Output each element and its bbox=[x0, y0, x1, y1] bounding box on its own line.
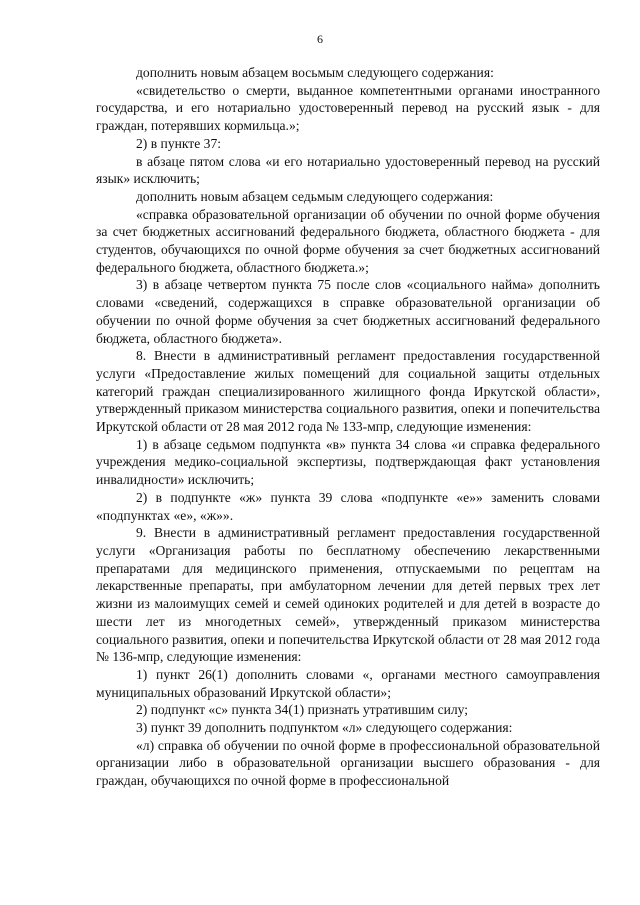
paragraph: дополнить новым абзацем седьмым следующего содержания: bbox=[136, 188, 494, 204]
paragraph: 8. Внести в административный регламент предоставления государственной услуги «Предоставление жилых помещений для социальной защиты отдельных категорий граждан специализированного жилищного фонда Иркутской области», утвержденный приказом министерства социального развития, опеки и попечительства Иркутской области от 28 мая 2012 года № 133-мпр, следующие изменения: bbox=[96, 348, 600, 435]
paragraph: 1) пункт 26(1) дополнить словами «, органами местного самоуправления муниципальных образований Иркутской области»; bbox=[96, 666, 600, 700]
paragraph: 1) в абзаце седьмом подпункта «в» пункта 34 слова «и справка федерального учреждения медико-социальной экспертизы, подтверждающая факт установления инвалидности» исключить; bbox=[96, 436, 600, 488]
paragraph: 9. Внести в административный регламент предоставления государственной услуги «Организация работы по бесплатному обеспечению лекарственными препаратами для медицинского применения, отпускаемыми по рецептам на лекарственные препараты, при амбулаторном лечении для детей первых трех лет жизни из малоимущих семей и семей одиноких родителей и для детей в возрасте до шести лет из многодетных семей», утвержденный приказом министерства социального развития, опеки и попечительства Иркутской области от 28 мая 2012 года № 136-мпр, следующие изменения: bbox=[96, 525, 600, 665]
paragraph: «справка образовательной организации об обучении по очной форме обучения за счет бюджетных ассигнований федерального бюджета, областного бюджета - для студентов, обучающихся по очной форме обучения за счет бюджетных ассигнований федерального бюджета, областного бюджета.»; bbox=[96, 206, 600, 275]
paragraph: 2) в подпункте «ж» пункта 39 слова «подпункте «е»» заменить словами «подпунктах «е», «ж»». bbox=[96, 489, 600, 523]
paragraph: «свидетельство о смерти, выданное компетентными органами иностранного государства, и его нотариально удостоверенный перевод на русский язык - для граждан, потерявших кормильца.»; bbox=[96, 82, 600, 134]
paragraph: в абзаце пятом слова «и его нотариально удостоверенный перевод на русский язык» исключить; bbox=[96, 153, 600, 187]
page-number: 6 bbox=[317, 32, 323, 46]
paragraph: дополнить новым абзацем восьмым следующего содержания: bbox=[136, 65, 494, 80]
paragraph: 3) пункт 39 дополнить подпунктом «л» следующего содержания: bbox=[136, 720, 513, 736]
paragraph: 2) подпункт «с» пункта 34(1) признать утратившим силу; bbox=[136, 702, 469, 718]
paragraph: 2) в пункте 37: bbox=[136, 135, 222, 151]
document-body bbox=[96, 64, 600, 790]
paragraph: 3) в абзаце четвертом пункта 75 после слов «социального найма» дополнить словами «сведений, содержащихся в справке образовательной организации об обучении по очной форме обучения за счет бюджетных ассигнований федерального бюджета, областного бюджета». bbox=[96, 277, 600, 346]
paragraph: «л) справка об обучении по очной форме в профессиональной образовательной организации либо в образовательной организации высшего образования - для граждан, обучающихся по очной форме в профессиональной bbox=[96, 737, 600, 789]
